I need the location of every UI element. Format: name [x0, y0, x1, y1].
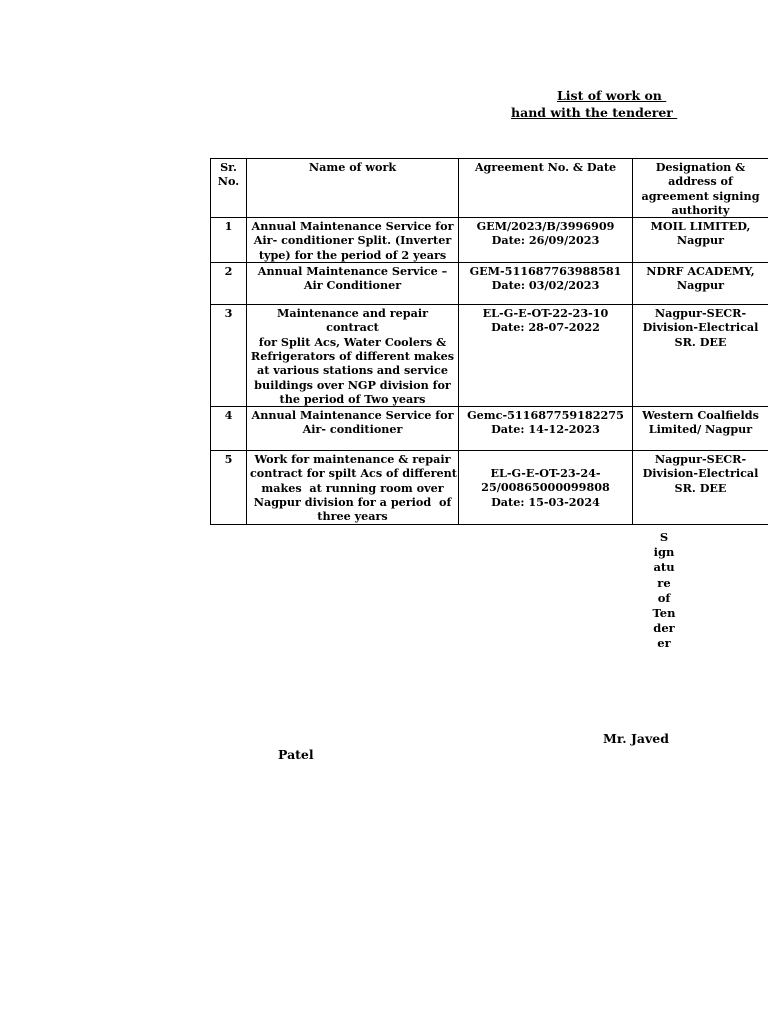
cell-agreement [459, 407, 633, 451]
header-designation-text: agreement signing [641, 188, 760, 203]
signature-text: S [659, 530, 669, 544]
cell-designation [633, 218, 768, 263]
work-text: Annual Maintenance Service – [257, 264, 448, 279]
agreement-text: Date: 26/09/2023 [491, 233, 600, 248]
cell-designation [633, 263, 768, 305]
table-row [211, 451, 768, 524]
agreement-text: Date: 15-03-2024 [491, 494, 600, 509]
sr-text: 2 [224, 264, 233, 279]
sr-text: 5 [224, 452, 233, 467]
designation-text: Nagpur [676, 233, 725, 248]
designation-text: NDRF ACADEMY, [646, 264, 755, 279]
table-row [211, 407, 768, 451]
cell-designation [633, 451, 768, 524]
header-name-of-work [247, 159, 459, 218]
cell-name-of-work [247, 305, 459, 407]
work-text: three years [317, 509, 388, 524]
header-sr-text: Sr. [220, 160, 237, 174]
work-text: type) for the period of 2 years [258, 247, 447, 262]
designation-text: Division-Electrical [642, 320, 759, 335]
work-text: Nagpur division for a period of [253, 495, 452, 510]
work-text: contract for spilt Acs of different [250, 466, 457, 481]
agreement-text: Gemc-511687759182275 [467, 408, 624, 423]
header-agreement-text: Agreement No. & Date [474, 160, 617, 174]
cell-sr [211, 451, 247, 524]
sr-text: 3 [224, 306, 233, 321]
document-title-line-1: List of work on [557, 88, 667, 103]
header-agreement [459, 159, 633, 218]
designation-text: SR. DEE [674, 334, 727, 349]
header-sr-no [211, 159, 247, 218]
signature-text: atu [653, 560, 675, 575]
agreement-text: Date: 28-07-2022 [491, 320, 600, 335]
signature-of-tenderer [640, 530, 688, 652]
work-list-table [210, 158, 768, 525]
work-text: Maintenance and repair contract [277, 306, 428, 335]
signature-text: er [657, 636, 671, 651]
work-text: makes at running room over [261, 480, 444, 495]
table-row [211, 263, 768, 305]
signature-text: Ten [652, 606, 676, 621]
designation-text: Nagpur-SECR- [654, 306, 747, 321]
work-text: buildings over NGP division for [254, 377, 451, 392]
work-text: Air Conditioner [303, 278, 402, 293]
cell-name-of-work [247, 451, 459, 524]
cell-agreement [459, 451, 633, 524]
cell-sr [211, 263, 247, 305]
work-text: Refrigerators of different makes [250, 348, 455, 363]
agreement-text: EL-G-E-OT-22-23-10 [482, 306, 609, 321]
agreement-text: GEM/2023/B/3996909 [476, 219, 615, 234]
agreement-text: 25/00865000099808 [481, 480, 610, 495]
designation-text: Division-Electrical [642, 466, 759, 481]
header-name-text: Name of work [308, 160, 397, 174]
work-text: Air- conditioner Split. (Inverter [253, 233, 452, 248]
signature-text: ign [653, 545, 675, 560]
agreement-text: EL-G-E-OT-23-24- [490, 466, 601, 481]
header-designation-text: address of [668, 174, 733, 189]
designation-text: Western Coalfields [642, 408, 759, 423]
cell-agreement [459, 263, 633, 305]
cell-sr [211, 218, 247, 263]
header-designation-text: Designation & [655, 160, 746, 174]
sr-text: 1 [224, 219, 233, 234]
cell-name-of-work [247, 263, 459, 305]
designation-text: Limited/ Nagpur [648, 422, 753, 437]
agreement-text: GEM-511687763988581 [469, 264, 622, 279]
table-header-row [211, 159, 768, 218]
cell-name-of-work [247, 407, 459, 451]
signer-name-first: Mr. Javed [603, 731, 669, 746]
header-designation [633, 159, 768, 218]
header-designation-text: authority [671, 202, 730, 217]
cell-designation [633, 407, 768, 451]
work-text: Annual Maintenance Service for [251, 219, 454, 234]
designation-text: Nagpur [676, 278, 725, 293]
agreement-text: Date: 03/02/2023 [491, 278, 600, 293]
designation-text: MOIL LIMITED, [650, 219, 751, 234]
work-text: Work for maintenance & repair [254, 452, 451, 467]
designation-text: SR. DEE [674, 480, 727, 495]
work-text: the period of Two years [279, 391, 426, 406]
cell-sr [211, 305, 247, 407]
signer-name-last: Patel [278, 747, 314, 762]
document-title-line-2: hand with the tenderer [511, 105, 678, 120]
table-row [211, 218, 768, 263]
cell-agreement [459, 305, 633, 407]
cell-designation [633, 305, 768, 407]
work-text: at various stations and service [256, 363, 448, 378]
signature-text: re [657, 575, 671, 590]
signature-text: of [657, 590, 671, 605]
sr-text: 4 [224, 408, 233, 423]
cell-agreement [459, 218, 633, 263]
designation-text: Nagpur-SECR- [654, 452, 747, 467]
work-text: Annual Maintenance Service for [251, 408, 454, 423]
table-row [211, 305, 768, 407]
cell-name-of-work [247, 218, 459, 263]
header-no-text: No. [217, 174, 240, 189]
signature-text: der [653, 621, 675, 636]
work-text: for Split Acs, Water Coolers & [258, 334, 447, 349]
agreement-text: Date: 14-12-2023 [491, 422, 600, 437]
cell-sr [211, 407, 247, 451]
work-text: Air- conditioner [302, 422, 403, 437]
